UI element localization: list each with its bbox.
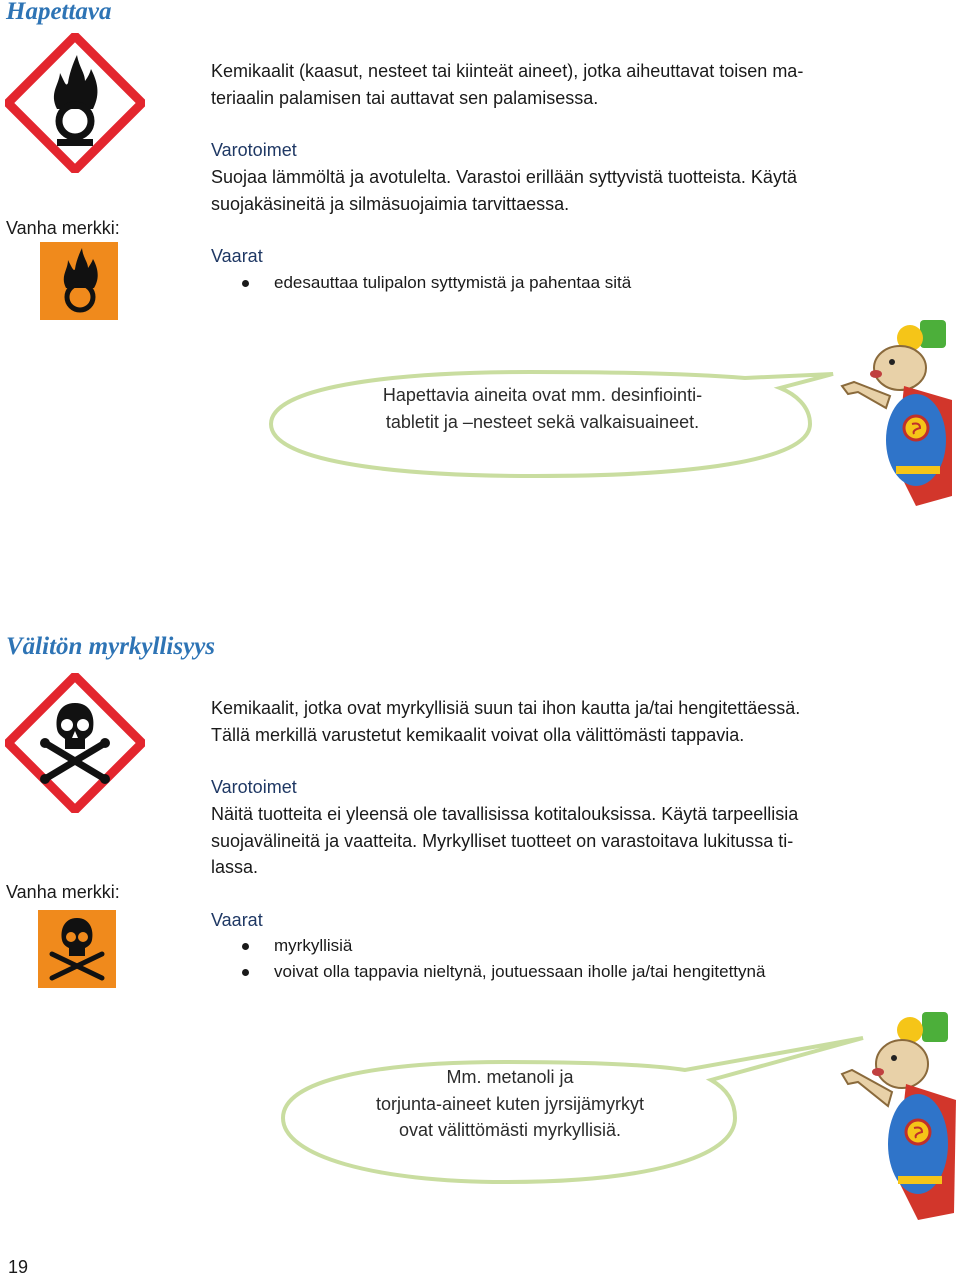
list-item: voivat olla tappavia nieltynä, joutuessaan iholle ja/tai hengitettynä	[211, 959, 911, 985]
section-title-acute-toxicity: Välitön myrkyllisyys	[6, 633, 216, 660]
list-item: edesauttaa tulipalon syttymistä ja pahentaa sitä	[211, 270, 911, 296]
oxidizer-precautions-text: Suojaa lämmöltä ja avotulelta. Varastoi erillään syttyvistä tuotteista. Käytä suojakäsineitä ja silmäsuojaimia tarvittaessa.	[211, 167, 797, 214]
oxidizer-precautions-heading: Varotoimet	[211, 140, 297, 160]
oxidizer-hazards-heading: Vaarat	[211, 246, 263, 266]
superhero-mouse-mascot	[834, 316, 960, 506]
oxidizer-hazards-list	[211, 270, 911, 296]
list-item: myrkyllisiä	[211, 933, 911, 959]
toxicity-precautions-heading: Varotoimet	[211, 777, 297, 797]
toxicity-hazards-heading: Vaarat	[211, 910, 263, 930]
old-mark-label: Vanha merkki:	[6, 218, 120, 238]
old-oxidizer-mark	[40, 242, 118, 320]
old-mark-label: Vanha merkki:	[6, 882, 120, 902]
ghs-oxidizer-pictogram	[5, 33, 145, 173]
section-title-oxidizing: Hapettava	[6, 0, 112, 25]
oxidizer-description: Kemikaalit (kaasut, nesteet tai kiinteät aineet), jotka aiheuttavat toisen ma- teriaalin palamisen tai auttavat sen palamisessa.	[211, 61, 804, 108]
superhero-mouse-mascot	[838, 1008, 960, 1223]
ghs-toxic-pictogram	[5, 673, 145, 813]
speech-bubble-toxicity: Mm. metanoli ja torjunta-aineet kuten jyrsijämyrkyt ovat välittömästi myrkyllisiä.	[375, 1067, 645, 1140]
page-number: 19	[8, 1257, 29, 1277]
toxicity-precautions-text: Näitä tuotteita ei yleensä ole tavallisissa kotitalouksissa. Käytä tarpeellisia suojavälineitä ja vaatteita. Myrkylliset tuotteet on varastoitava lukitussa ti- lassa.	[211, 804, 799, 877]
toxicity-hazards-list	[211, 933, 911, 985]
speech-bubble-oxidizer: Hapettavia aineita ovat mm. desinfiointi- tabletit ja –nesteet sekä valkaisuaineet.	[382, 385, 703, 432]
toxicity-description: Kemikaalit, jotka ovat myrkyllisiä suun tai ihon kautta ja/tai hengitettäessä. Tällä merkillä varustetut kemikaalit voivat olla välittömästi tappavia.	[211, 698, 801, 745]
old-toxic-mark	[38, 910, 116, 988]
